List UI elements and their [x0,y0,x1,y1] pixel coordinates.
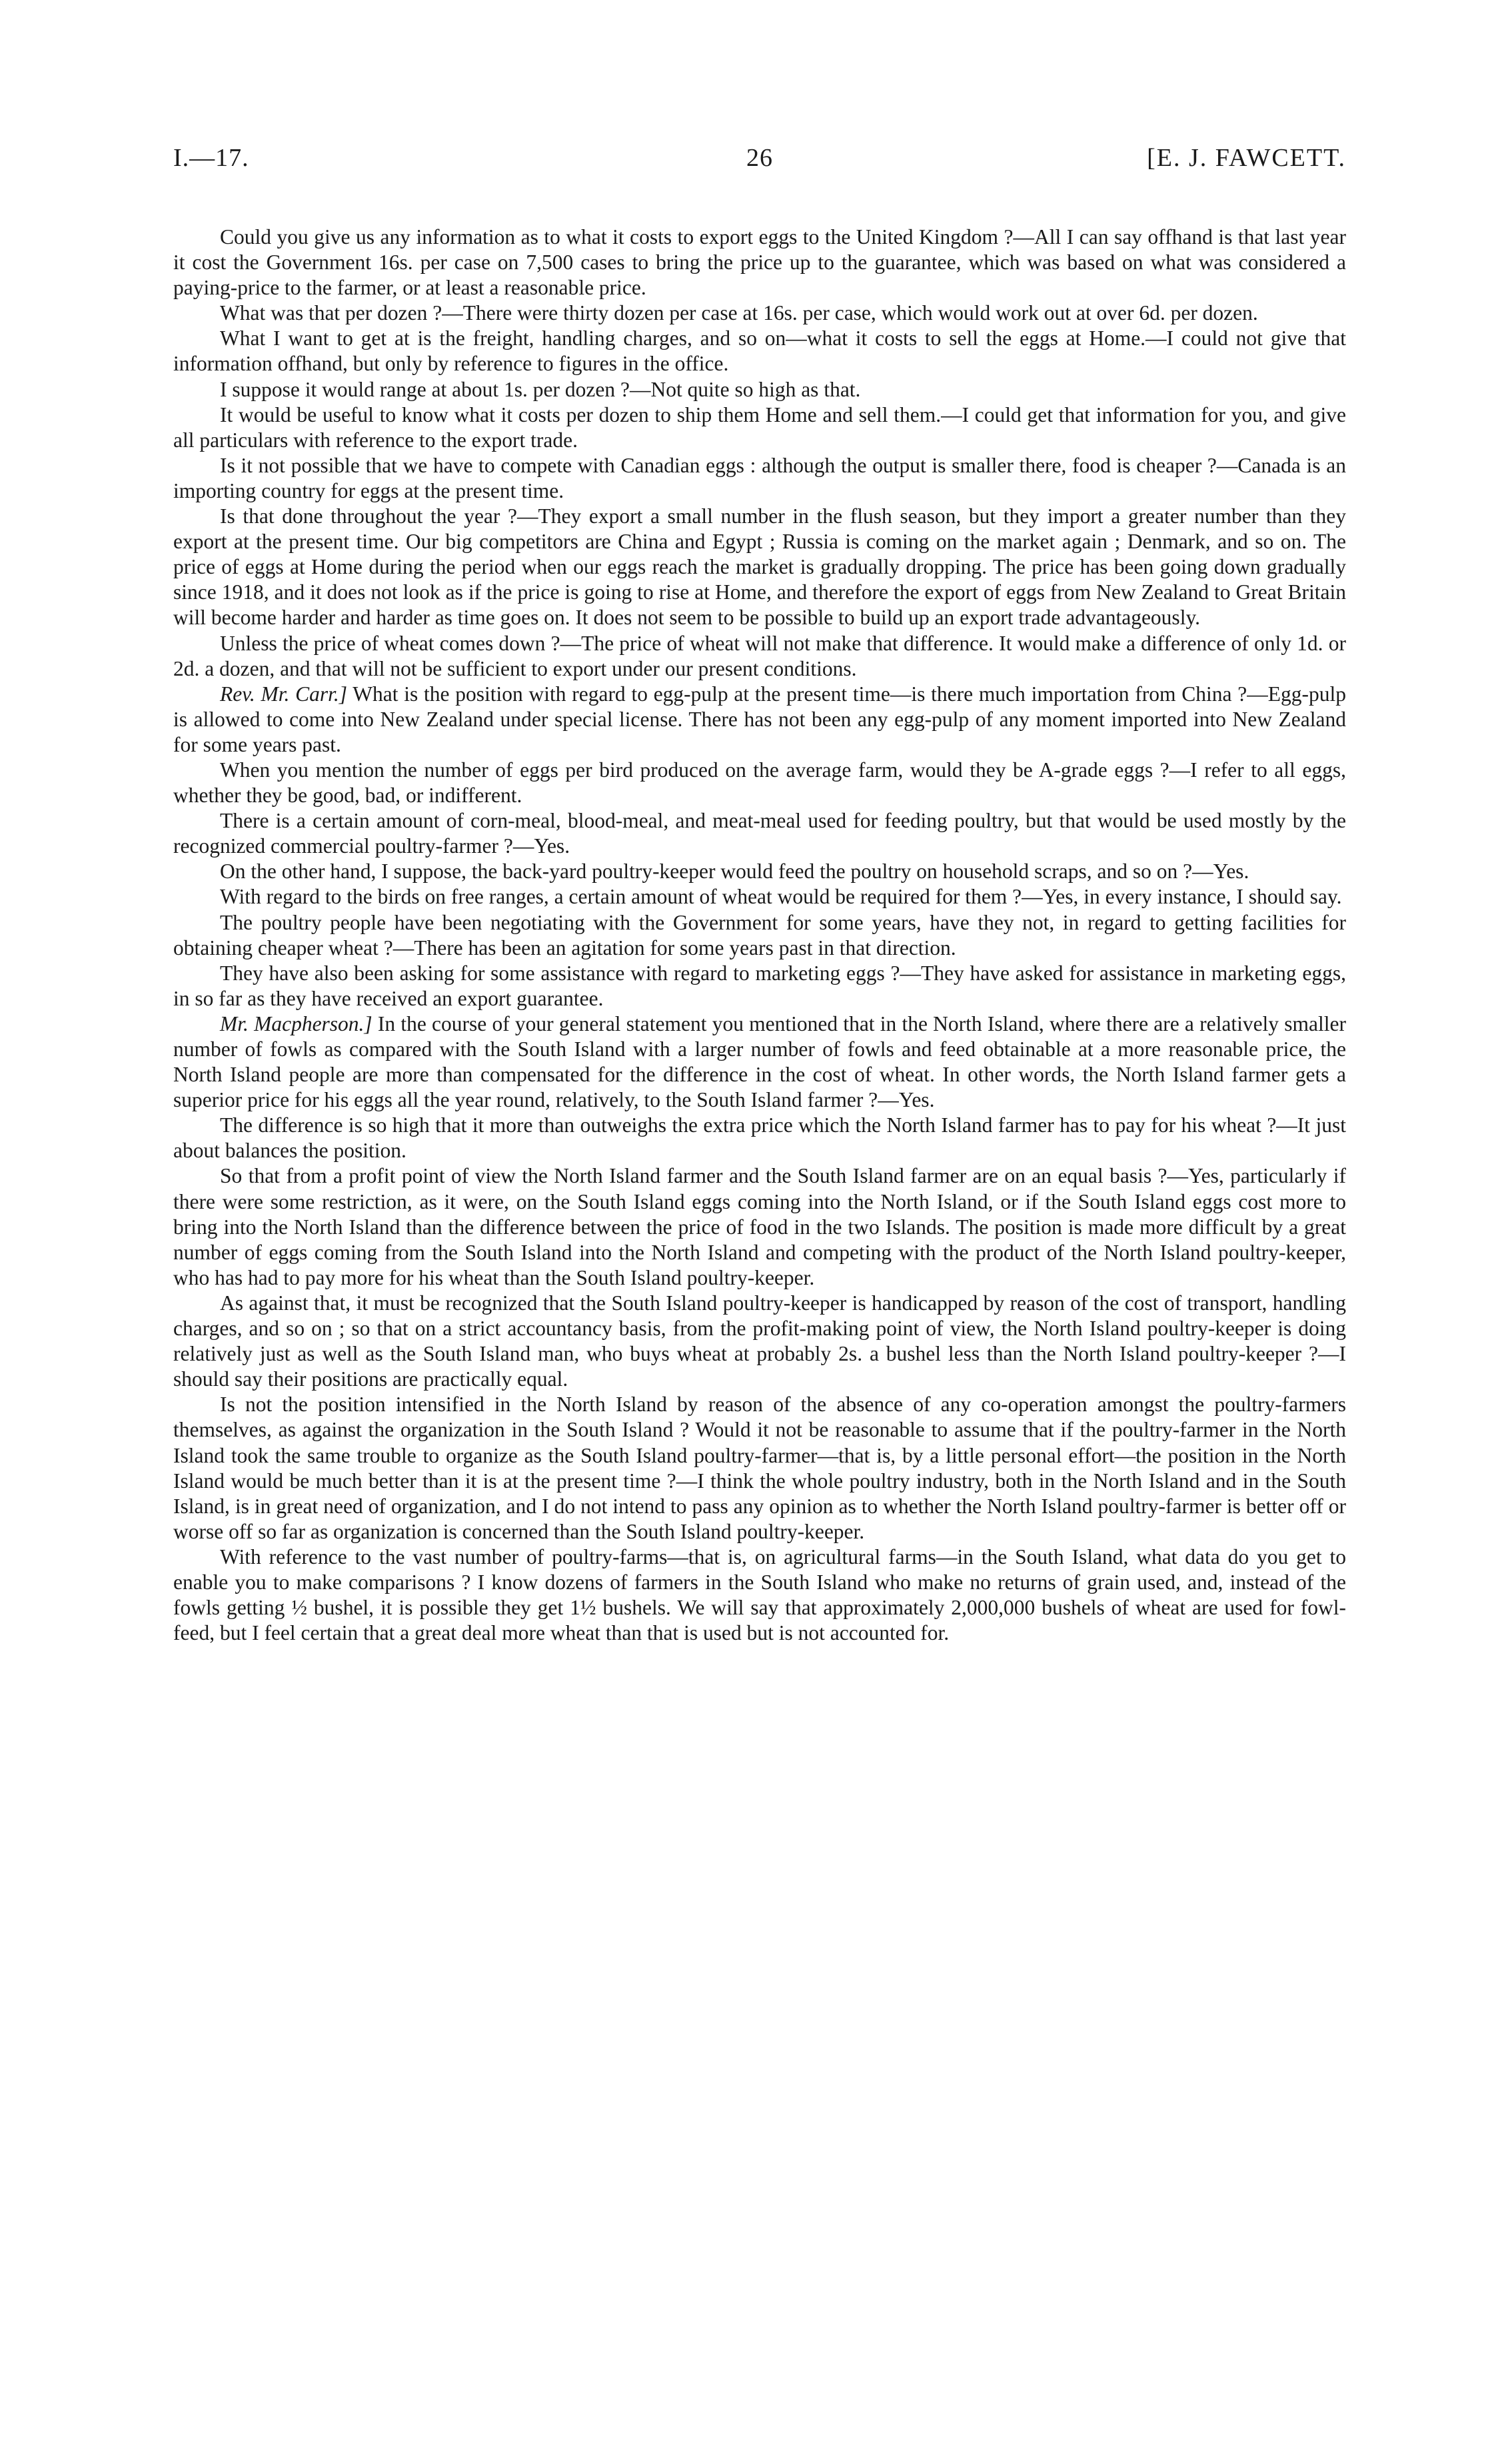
paragraph [173,1291,1346,1392]
paragraph-text: The poultry people have been negotiating with the Government for some years, have they not, in regard to getting facilities for obtaining cheaper wheat ?—There has been an agitation for some years past in that direction. [173,910,1346,959]
paragraph [173,961,1346,1011]
paragraph-text: The difference is so high that it more than outweighs the extra price which the North Island farmer has to pay for his wheat ?—It just about balances the position. [173,1113,1346,1163]
paragraph [173,1163,1346,1290]
paragraph-text: On the other hand, I suppose, the back-yard poultry-keeper would feed the poultry on household scraps, and so on ?—Yes. [220,860,1249,884]
paragraph [173,910,1346,961]
speaker-label: Mr. Macpherson.] [220,1011,373,1035]
paragraph-text: I suppose it would range at about 1s. per dozen ?—Not quite so high as that. [220,377,861,401]
paragraph [173,453,1346,504]
paragraph [173,1011,1346,1113]
document-body [173,225,1346,1646]
paragraph [173,326,1346,376]
parliamentary-paper-ref: I.—17. [173,144,249,172]
paragraph [173,808,1346,859]
paragraph-text: With regard to the birds on free ranges, a certain amount of wheat would be required for them ?—Yes, in every instance, I should say. [220,885,1342,909]
paragraph [173,758,1346,808]
paragraph [173,859,1346,884]
paragraph-text: What was that per dozen ?—There were thirty dozen per case at 16s. per case, which would work out at over 6d. per dozen. [220,301,1258,325]
paragraph-text: In the course of your general statement you mentioned that in the North Island, where there are a relatively smaller number of fowls as compared with the South Island with a larger number of fowls and feed obtainable at a more reasonable price, the North Island people are more than compensated for the difference in the cost of wheat. In other words, the North Island farmer gets a superior price for his eggs all the year round, relatively, to the South Island farmer ?—Yes. [173,1011,1346,1112]
paragraph [173,1113,1346,1163]
paragraph-text: Could you give us any information as to what it costs to export eggs to the United Kingdom ?—All I can say offhand is that last year it cost the Government 16s. per case on 7,500 cases to bring the price up to the guarantee, which was based on what was considered a paying-price to the farmer, or at least a reasonable price. [173,225,1346,300]
paragraph-text: Is it not possible that we have to compete with Canadian eggs : although the output is smaller there, food is cheaper ?—Canada is an importing country for eggs at the present time. [173,453,1346,502]
paragraph-text: When you mention the number of eggs per bird produced on the average farm, would they be A-grade eggs ?—I refer to all eggs, whether they be good, bad, or indifferent. [173,758,1346,808]
paragraph-text: Is not the position intensified in the North Island by reason of the absence of any co-operation amongst the poultry-farmers themselves, as against the organization in the South Island ? Would it not be reasonable to assume that if the poultry-farmer in the North Island took the same trouble to organize as the South Island poultry-farmer—that is, by a little personal effort—the position in the North Island would be much better than it is at the present time ?—I think the whole poultry industry, both in the North Island and in the South Island, is in great need of organization, and I do not intend to pass any opinion as to whether the North Island poultry-farmer is better off or worse off so far as organization is concerned than the South Island poultry-keeper. [173,1393,1346,1543]
page-number: 26 [746,144,773,172]
paragraph-text: It would be useful to know what it costs per dozen to ship them Home and sell them.—I could get that information for you, and give all particulars with reference to the export trade. [173,402,1346,452]
paragraph [173,884,1346,910]
paragraph [173,301,1346,326]
paragraph-text: Is that done throughout the year ?—They export a small number in the flush season, but they import a greater number than they export at the present time. Our big competitors are China and Egypt ; Russia is coming on the market again ; Denmark, and so on. The price of eggs at Home during the period when our eggs reach the market is gradually dropping. The price has been going down gradually since 1918, and it does not look as if the price is going to rise at Home, and therefore the export of eggs from New Zealand to Great Britain will become harder and harder as time goes on. It does not seem to be possible to build up an export trade advantageously. [173,504,1346,630]
paragraph-text: They have also been asking for some assistance with regard to marketing eggs ?—They have asked for assistance in marketing eggs, in so far as they have received an export guarantee. [173,961,1346,1010]
paragraph [173,631,1346,682]
paragraph-text: As against that, it must be recognized that the South Island poultry-keeper is handicapped by reason of the cost of transport, handling charges, and so on ; so that on a strict accountancy basis, from the profit-making point of view, the North Island poultry-keeper is doing relatively just as well as the South Island man, who buys wheat at probably 2s. a bushel less than the North Island poultry-keeper ?—I should say their positions are practically equal. [173,1291,1346,1391]
page-header [173,143,1346,190]
paragraph [173,682,1346,758]
paragraph-text: There is a certain amount of corn-meal, blood-meal, and meat-meal used for feeding poultry, but that would be used mostly by the recognized commercial poultry-farmer ?—Yes. [173,809,1346,858]
paragraph-text: What is the position with regard to egg-pulp at the present time—is there much importation from China ?—Egg-pulp is allowed to come into New Zealand under special license. There has not been any egg-pulp of any moment imported into New Zealand for some years past. [173,682,1346,756]
document-page [173,143,1346,1646]
paragraph-text: With reference to the vast number of poultry-farms—that is, on agricultural farms—in the South Island, what data do you get to enable you to make comparisons ? I know dozens of farmers in the South Island who make no returns of grain used, and, instead of the fowls getting ½ bushel, it is possible they get 1½ bushels. We will say that approximately 2,000,000 bushels of wheat are used for fowl-feed, but I feel certain that a great deal more wheat than that is used but is not accounted for. [173,1544,1346,1645]
witness-name: [E. J. FAWCETT. [1147,144,1346,172]
paragraph [173,504,1346,630]
paragraph-text: What I want to get at is the freight, handling charges, and so on—what it costs to sell the eggs at Home.—I could not give that information offhand, but only by reference to figures in the office. [173,326,1346,376]
paragraph [173,1544,1346,1646]
paragraph-text: So that from a profit point of view the North Island farmer and the South Island farmer are on an equal basis ?—Yes, particularly if there were some restriction, as it were, on the South Island eggs coming into the North Island, or if the South Island eggs cost more to bring into the North Island than the difference between the price of food in the two Islands. The position is made more difficult by a great number of eggs coming from the South Island into the North Island and competing with the product of the North Island poultry-keeper, who has had to pay more for his wheat than the South Island poultry-keeper. [173,1164,1346,1289]
paragraph-text: Unless the price of wheat comes down ?—The price of wheat will not make that difference. It would make a difference of only 1d. or 2d. a dozen, and that will not be sufficient to export under our present conditions. [173,631,1346,680]
paragraph [173,225,1346,301]
paragraph [173,1392,1346,1544]
paragraph [173,402,1346,453]
paragraph [173,377,1346,402]
speaker-label: Rev. Mr. Carr.] [220,682,348,706]
